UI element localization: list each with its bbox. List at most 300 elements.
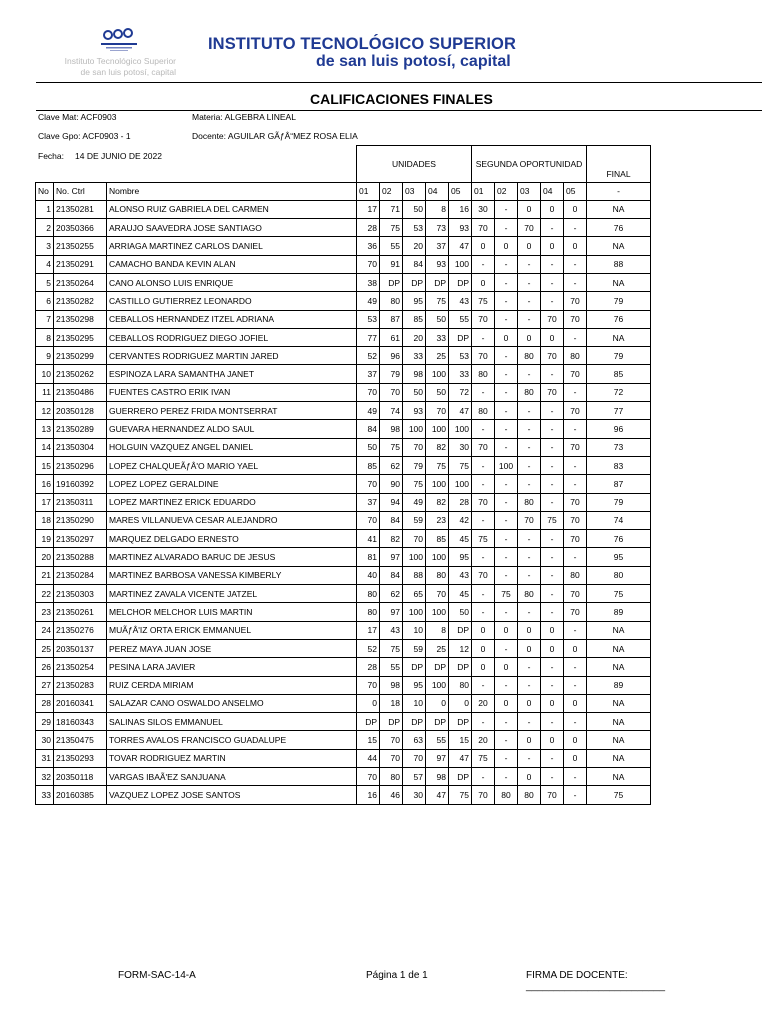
second-chance-grade: - bbox=[518, 603, 541, 621]
second-chance-grade: - bbox=[541, 456, 564, 474]
second-chance-grade: - bbox=[541, 585, 564, 603]
unit-grade: DP bbox=[426, 658, 449, 676]
second-chance-grade: 70 bbox=[564, 402, 587, 420]
unit-grade: DP bbox=[403, 273, 426, 291]
row-number: 32 bbox=[36, 768, 54, 786]
unit-grade: 74 bbox=[380, 402, 403, 420]
final-grade: 76 bbox=[587, 530, 651, 548]
control-number: 20350137 bbox=[54, 639, 107, 657]
row-number: 11 bbox=[36, 383, 54, 401]
logo-emblem-icon bbox=[98, 26, 144, 56]
second-chance-grade: 0 bbox=[518, 200, 541, 218]
unit-grade: 17 bbox=[357, 621, 380, 639]
unit-grade: 25 bbox=[426, 639, 449, 657]
header-divider bbox=[36, 82, 762, 83]
unit-grade: 80 bbox=[380, 292, 403, 310]
student-name: MELCHOR MELCHOR LUIS MARTIN bbox=[107, 603, 357, 621]
final-grade: 80 bbox=[587, 566, 651, 584]
second-chance-grade: - bbox=[495, 566, 518, 584]
second-chance-grade: 70 bbox=[472, 493, 495, 511]
second-chance-grade: 80 bbox=[518, 493, 541, 511]
clave-mat: Clave Mat: ACF0903 bbox=[38, 112, 117, 122]
control-number: 21350290 bbox=[54, 511, 107, 529]
second-chance-grade: - bbox=[564, 219, 587, 237]
unit-grade: 100 bbox=[426, 420, 449, 438]
second-chance-grade: 70 bbox=[564, 530, 587, 548]
unit-grade: 10 bbox=[403, 621, 426, 639]
final-grade: NA bbox=[587, 621, 651, 639]
second-chance-grade: 80 bbox=[495, 786, 518, 804]
student-name: CERVANTES RODRIGUEZ MARTIN JARED bbox=[107, 347, 357, 365]
unit-grade: 43 bbox=[449, 566, 472, 584]
unit-grade: 49 bbox=[357, 292, 380, 310]
final-grade: 87 bbox=[587, 475, 651, 493]
second-chance-grade: - bbox=[472, 255, 495, 273]
unit-grade: DP bbox=[449, 621, 472, 639]
unit-grade: DP bbox=[449, 713, 472, 731]
second-chance-grade: - bbox=[564, 456, 587, 474]
unit-grade: 97 bbox=[380, 548, 403, 566]
student-name: CEBALLOS HERNANDEZ ITZEL ADRIANA bbox=[107, 310, 357, 328]
student-name: PESINA LARA JAVIER bbox=[107, 658, 357, 676]
unit-grade: 71 bbox=[380, 200, 403, 218]
title-divider bbox=[36, 110, 762, 111]
unit-col-header: 01 bbox=[357, 182, 380, 200]
final-grade: NA bbox=[587, 200, 651, 218]
second-chance-grade: - bbox=[541, 255, 564, 273]
row-number: 15 bbox=[36, 456, 54, 474]
second-chance-grade: - bbox=[495, 548, 518, 566]
unit-grade: 53 bbox=[357, 310, 380, 328]
second-chance-grade: 75 bbox=[495, 585, 518, 603]
second-chance-grade: - bbox=[541, 603, 564, 621]
second-chance-grade: 70 bbox=[541, 310, 564, 328]
unit-grade: 82 bbox=[380, 530, 403, 548]
second-chance-grade: - bbox=[541, 566, 564, 584]
unit-grade: 40 bbox=[357, 566, 380, 584]
second-chance-grade: - bbox=[564, 475, 587, 493]
unit-grade: 100 bbox=[426, 676, 449, 694]
final-grade: 83 bbox=[587, 456, 651, 474]
second-chance-grade: - bbox=[518, 273, 541, 291]
unit-grade: 62 bbox=[380, 585, 403, 603]
row-number: 17 bbox=[36, 493, 54, 511]
row-number: 21 bbox=[36, 566, 54, 584]
second-chance-grade: - bbox=[472, 511, 495, 529]
second-chance-grade: - bbox=[495, 310, 518, 328]
control-number: 20160341 bbox=[54, 694, 107, 712]
firma-docente: FIRMA DE DOCENTE: _________________________ bbox=[526, 970, 666, 992]
student-name: MUÃƒÂ'IZ ORTA ERICK EMMANUEL bbox=[107, 621, 357, 639]
unit-grade: 75 bbox=[380, 639, 403, 657]
second-chance-grade: 70 bbox=[541, 786, 564, 804]
final-grade: 95 bbox=[587, 548, 651, 566]
student-name: MARES VILLANUEVA CESAR ALEJANDRO bbox=[107, 511, 357, 529]
second-chance-grade: 0 bbox=[518, 237, 541, 255]
second-chance-grade: 0 bbox=[495, 237, 518, 255]
unit-grade: 25 bbox=[426, 347, 449, 365]
second-chance-grade: - bbox=[495, 493, 518, 511]
second-chance-grade: - bbox=[495, 219, 518, 237]
second-chance-grade: 75 bbox=[472, 292, 495, 310]
col-no-header: No bbox=[36, 182, 54, 200]
control-number: 18160343 bbox=[54, 713, 107, 731]
second-chance-grade: 70 bbox=[564, 438, 587, 456]
second-chance-grade: 70 bbox=[472, 310, 495, 328]
row-number: 3 bbox=[36, 237, 54, 255]
student-name: SALINAS SILOS EMMANUEL bbox=[107, 713, 357, 731]
unit-col-header: 02 bbox=[380, 182, 403, 200]
unidades-header: UNIDADES bbox=[357, 146, 472, 183]
unit-grade: 75 bbox=[380, 438, 403, 456]
unit-grade: 0 bbox=[426, 694, 449, 712]
control-number: 21350264 bbox=[54, 273, 107, 291]
final-grade: NA bbox=[587, 731, 651, 749]
unit-grade: 23 bbox=[426, 511, 449, 529]
control-number: 21350475 bbox=[54, 731, 107, 749]
unit-grade: 100 bbox=[426, 365, 449, 383]
second-chance-grade: - bbox=[518, 255, 541, 273]
second-chance-grade: 0 bbox=[541, 694, 564, 712]
second-chance-grade: 0 bbox=[495, 621, 518, 639]
control-number: 19160392 bbox=[54, 475, 107, 493]
row-number: 1 bbox=[36, 200, 54, 218]
unit-grade: 20 bbox=[403, 237, 426, 255]
final-grade: NA bbox=[587, 237, 651, 255]
col-nombre-header: Nombre bbox=[107, 182, 357, 200]
row-number: 9 bbox=[36, 347, 54, 365]
unit-grade: 98 bbox=[380, 420, 403, 438]
second-chance-grade: 0 bbox=[472, 639, 495, 657]
institution-name: INSTITUTO TECNOLÓGICO SUPERIOR bbox=[208, 35, 516, 53]
second-chance-grade: - bbox=[518, 749, 541, 767]
unit-grade: 75 bbox=[449, 456, 472, 474]
control-number: 21350304 bbox=[54, 438, 107, 456]
second-chance-grade: 20 bbox=[472, 731, 495, 749]
second-chance-grade: 0 bbox=[541, 328, 564, 346]
second-chance-grade: - bbox=[518, 530, 541, 548]
second-chance-grade: - bbox=[564, 383, 587, 401]
student-name: CANO ALONSO LUIS ENRIQUE bbox=[107, 273, 357, 291]
second-chance-grade: 70 bbox=[564, 511, 587, 529]
unit-grade: 70 bbox=[357, 768, 380, 786]
second-chance-grade: - bbox=[564, 621, 587, 639]
unit-grade: 80 bbox=[426, 566, 449, 584]
unit-grade: 88 bbox=[403, 566, 426, 584]
unit-grade: 18 bbox=[380, 694, 403, 712]
final-grade: NA bbox=[587, 658, 651, 676]
table-row bbox=[36, 658, 651, 676]
unit-grade: 70 bbox=[426, 402, 449, 420]
unit-grade: 47 bbox=[426, 786, 449, 804]
unit-grade: DP bbox=[380, 273, 403, 291]
unit-grade: 100 bbox=[426, 475, 449, 493]
unit-grade: 85 bbox=[403, 310, 426, 328]
second-chance-grade: 70 bbox=[472, 347, 495, 365]
row-number: 16 bbox=[36, 475, 54, 493]
unit-grade: 70 bbox=[380, 749, 403, 767]
second-chance-grade: - bbox=[495, 402, 518, 420]
second-chance-grade: - bbox=[518, 548, 541, 566]
fecha-value: 14 DE JUNIO DE 2022 bbox=[75, 151, 162, 161]
unit-grade: 82 bbox=[426, 438, 449, 456]
unit-grade: DP bbox=[449, 273, 472, 291]
second-chance-grade: - bbox=[495, 292, 518, 310]
unit-grade: DP bbox=[449, 328, 472, 346]
row-number: 28 bbox=[36, 694, 54, 712]
second-chance-grade: 80 bbox=[564, 566, 587, 584]
second-chance-grade: - bbox=[495, 639, 518, 657]
final-grade: 89 bbox=[587, 676, 651, 694]
unit-grade: 55 bbox=[449, 310, 472, 328]
row-number: 19 bbox=[36, 530, 54, 548]
second-chance-grade: 70 bbox=[472, 786, 495, 804]
student-name: SALAZAR CANO OSWALDO ANSELMO bbox=[107, 694, 357, 712]
final-grade: 73 bbox=[587, 438, 651, 456]
unit-grade: 98 bbox=[380, 676, 403, 694]
unit-grade: 70 bbox=[403, 438, 426, 456]
final-grade: NA bbox=[587, 713, 651, 731]
second-chance-grade: - bbox=[495, 420, 518, 438]
second-col-header: 02 bbox=[495, 182, 518, 200]
row-number: 20 bbox=[36, 548, 54, 566]
second-chance-grade: 0 bbox=[518, 694, 541, 712]
final-grade: 75 bbox=[587, 786, 651, 804]
second-chance-grade: 0 bbox=[518, 639, 541, 657]
second-chance-grade: - bbox=[472, 768, 495, 786]
second-chance-grade: - bbox=[518, 292, 541, 310]
unit-grade: 37 bbox=[357, 365, 380, 383]
unit-grade: 53 bbox=[403, 219, 426, 237]
second-chance-grade: - bbox=[495, 273, 518, 291]
final-grade: 85 bbox=[587, 365, 651, 383]
final-grade: 77 bbox=[587, 402, 651, 420]
second-chance-grade: - bbox=[541, 365, 564, 383]
second-chance-grade: - bbox=[518, 310, 541, 328]
unit-grade: 80 bbox=[357, 585, 380, 603]
second-chance-grade: - bbox=[495, 731, 518, 749]
unit-grade: 15 bbox=[449, 731, 472, 749]
second-chance-grade: 70 bbox=[564, 310, 587, 328]
control-number: 20350118 bbox=[54, 768, 107, 786]
row-number: 10 bbox=[36, 365, 54, 383]
control-number: 21350254 bbox=[54, 658, 107, 676]
control-number: 21350262 bbox=[54, 365, 107, 383]
unit-grade: 61 bbox=[380, 328, 403, 346]
second-chance-grade: 70 bbox=[541, 383, 564, 401]
final-grade: 76 bbox=[587, 310, 651, 328]
second-col-header: 05 bbox=[564, 182, 587, 200]
unit-grade: 52 bbox=[357, 347, 380, 365]
student-name: VARGAS IBAÃ'EZ SANJUANA bbox=[107, 768, 357, 786]
control-number: 21350276 bbox=[54, 621, 107, 639]
row-number: 23 bbox=[36, 603, 54, 621]
final-sub-header: - bbox=[587, 182, 651, 200]
unit-grade: 80 bbox=[357, 603, 380, 621]
unit-grade: 100 bbox=[403, 603, 426, 621]
unit-grade: 84 bbox=[357, 420, 380, 438]
unit-grade: 45 bbox=[449, 585, 472, 603]
second-chance-grade: - bbox=[495, 749, 518, 767]
control-number: 20350366 bbox=[54, 219, 107, 237]
second-chance-grade: 0 bbox=[564, 731, 587, 749]
second-chance-grade: 100 bbox=[495, 456, 518, 474]
unit-grade: 10 bbox=[403, 694, 426, 712]
control-number: 20160385 bbox=[54, 786, 107, 804]
second-chance-grade: - bbox=[495, 475, 518, 493]
unit-grade: 79 bbox=[380, 365, 403, 383]
row-number: 25 bbox=[36, 639, 54, 657]
unit-grade: 85 bbox=[426, 530, 449, 548]
second-chance-grade: 75 bbox=[472, 530, 495, 548]
unit-grade: 65 bbox=[403, 585, 426, 603]
unit-grade: 41 bbox=[357, 530, 380, 548]
unit-grade: DP bbox=[403, 658, 426, 676]
second-chance-grade: - bbox=[541, 219, 564, 237]
table-row bbox=[36, 420, 651, 438]
table-row bbox=[36, 493, 651, 511]
second-chance-grade: - bbox=[541, 749, 564, 767]
second-chance-grade: 0 bbox=[495, 328, 518, 346]
second-chance-grade: - bbox=[564, 676, 587, 694]
unit-grade: 75 bbox=[403, 475, 426, 493]
unit-grade: 84 bbox=[380, 511, 403, 529]
unit-grade: 84 bbox=[380, 566, 403, 584]
unit-grade: 100 bbox=[449, 420, 472, 438]
unit-grade: 90 bbox=[380, 475, 403, 493]
unit-grade: 98 bbox=[403, 365, 426, 383]
table-row bbox=[36, 713, 651, 731]
student-name: ARRIAGA MARTINEZ CARLOS DANIEL bbox=[107, 237, 357, 255]
student-name: TOVAR RODRIGUEZ MARTIN bbox=[107, 749, 357, 767]
unit-grade: 55 bbox=[426, 731, 449, 749]
unit-grade: DP bbox=[426, 273, 449, 291]
student-name: LOPEZ CHALQUEÃƒÂ'O MARIO YAEL bbox=[107, 456, 357, 474]
second-chance-grade: - bbox=[495, 768, 518, 786]
second-chance-grade: - bbox=[541, 548, 564, 566]
unit-grade: 93 bbox=[426, 255, 449, 273]
second-chance-grade: - bbox=[472, 328, 495, 346]
table-row bbox=[36, 639, 651, 657]
final-header: FINAL bbox=[587, 146, 651, 183]
unit-grade: DP bbox=[449, 658, 472, 676]
second-chance-grade: - bbox=[472, 585, 495, 603]
second-chance-grade: 80 bbox=[564, 347, 587, 365]
unit-grade: 70 bbox=[357, 255, 380, 273]
unit-grade: 70 bbox=[426, 585, 449, 603]
second-chance-grade: 0 bbox=[472, 273, 495, 291]
final-grade: 96 bbox=[587, 420, 651, 438]
unit-grade: 17 bbox=[357, 200, 380, 218]
second-chance-grade: 70 bbox=[564, 493, 587, 511]
row-number: 26 bbox=[36, 658, 54, 676]
unit-grade: 95 bbox=[449, 548, 472, 566]
final-grade: 88 bbox=[587, 255, 651, 273]
row-number: 14 bbox=[36, 438, 54, 456]
student-name: CAMACHO BANDA KEVIN ALAN bbox=[107, 255, 357, 273]
second-chance-grade: - bbox=[564, 713, 587, 731]
unit-grade: 72 bbox=[449, 383, 472, 401]
unit-grade: DP bbox=[449, 768, 472, 786]
table-row bbox=[36, 676, 651, 694]
table-row bbox=[36, 402, 651, 420]
second-chance-grade: - bbox=[541, 475, 564, 493]
unit-grade: 100 bbox=[426, 603, 449, 621]
table-row bbox=[36, 200, 651, 218]
row-number: 27 bbox=[36, 676, 54, 694]
second-chance-grade: 20 bbox=[472, 694, 495, 712]
unit-grade: 91 bbox=[380, 255, 403, 273]
second-chance-grade: 0 bbox=[541, 200, 564, 218]
second-col-header: 03 bbox=[518, 182, 541, 200]
unit-grade: 53 bbox=[449, 347, 472, 365]
unit-grade: 77 bbox=[357, 328, 380, 346]
second-chance-grade: - bbox=[518, 566, 541, 584]
unit-grade: 73 bbox=[426, 219, 449, 237]
unit-grade: DP bbox=[357, 713, 380, 731]
table-row bbox=[36, 219, 651, 237]
second-chance-grade: - bbox=[518, 438, 541, 456]
control-number: 21350303 bbox=[54, 585, 107, 603]
unit-grade: 82 bbox=[426, 493, 449, 511]
control-number: 21350255 bbox=[54, 237, 107, 255]
second-chance-grade: 70 bbox=[564, 603, 587, 621]
control-number: 21350261 bbox=[54, 603, 107, 621]
table-row bbox=[36, 347, 651, 365]
second-chance-grade: - bbox=[518, 475, 541, 493]
unit-grade: 45 bbox=[449, 530, 472, 548]
student-name: FUENTES CASTRO ERIK IVAN bbox=[107, 383, 357, 401]
second-chance-grade: 0 bbox=[564, 237, 587, 255]
row-number: 30 bbox=[36, 731, 54, 749]
student-name: HOLGUIN VAZQUEZ ANGEL DANIEL bbox=[107, 438, 357, 456]
unit-grade: 50 bbox=[426, 383, 449, 401]
second-col-header: 01 bbox=[472, 182, 495, 200]
second-chance-grade: - bbox=[541, 420, 564, 438]
unit-grade: 28 bbox=[449, 493, 472, 511]
unit-grade: 44 bbox=[357, 749, 380, 767]
second-chance-grade: - bbox=[495, 511, 518, 529]
second-chance-grade: 0 bbox=[518, 768, 541, 786]
student-name: CASTILLO GUTIERREZ LEONARDO bbox=[107, 292, 357, 310]
unit-grade: 20 bbox=[403, 328, 426, 346]
unit-grade: 95 bbox=[403, 292, 426, 310]
second-chance-grade: 70 bbox=[472, 566, 495, 584]
unit-grade: 100 bbox=[426, 548, 449, 566]
table-row bbox=[36, 731, 651, 749]
unit-grade: 95 bbox=[403, 676, 426, 694]
table-row bbox=[36, 511, 651, 529]
second-col-header: 04 bbox=[541, 182, 564, 200]
unit-grade: 28 bbox=[357, 658, 380, 676]
control-number: 21350284 bbox=[54, 566, 107, 584]
second-chance-grade: 0 bbox=[518, 731, 541, 749]
second-chance-grade: - bbox=[541, 273, 564, 291]
fecha-label: Fecha: bbox=[38, 151, 64, 161]
unit-grade: 38 bbox=[357, 273, 380, 291]
student-name: GUEVARA HERNANDEZ ALDO SAUL bbox=[107, 420, 357, 438]
col-ctrl-header: No. Ctrl bbox=[54, 182, 107, 200]
table-row bbox=[36, 603, 651, 621]
unit-grade: 75 bbox=[426, 456, 449, 474]
final-grade: NA bbox=[587, 273, 651, 291]
row-number: 8 bbox=[36, 328, 54, 346]
table-row bbox=[36, 530, 651, 548]
second-chance-grade: 70 bbox=[472, 219, 495, 237]
second-chance-grade: 0 bbox=[518, 328, 541, 346]
student-name: PEREZ MAYA JUAN JOSE bbox=[107, 639, 357, 657]
second-chance-grade: - bbox=[495, 200, 518, 218]
